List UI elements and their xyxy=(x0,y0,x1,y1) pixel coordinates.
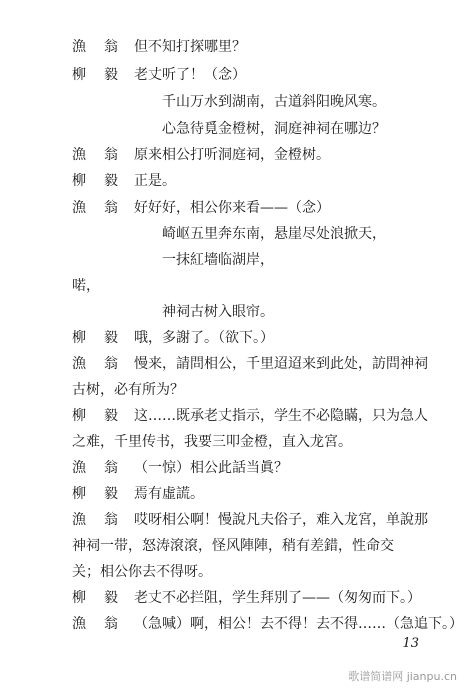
speaker-label: 漁翁 xyxy=(72,147,136,163)
dialogue-line: 正是。 xyxy=(134,173,176,189)
speaker-label: 漁翁 xyxy=(72,616,136,632)
page-number: 13 xyxy=(402,636,419,651)
speaker-label: 柳毅 xyxy=(72,408,136,424)
verse-line: 崎岖五里奔东南，悬崖尽处浪掀天， xyxy=(162,226,386,242)
speaker-label: 柳毅 xyxy=(72,67,136,83)
dialogue-line: 老丈不必拦阻，学生拜別了——（匆匆而下。） xyxy=(134,590,421,606)
verse-line: 一抹紅墻临湖岸， xyxy=(162,252,274,268)
continuation-line: 之难，千里传书，我要三叩金橙，直入龙宮。 xyxy=(72,434,352,450)
speaker-label: 柳毅 xyxy=(72,590,136,606)
speaker-label: 漁翁 xyxy=(72,200,136,216)
dialogue-line: 哎呀相公啊！慢說凡夫俗子，难入龙宮，单說那 xyxy=(134,512,428,528)
verse-line: 神祠古树入眼帘。 xyxy=(162,304,274,320)
speaker-label: 漁翁 xyxy=(72,356,136,372)
interjection-line: 喏， xyxy=(72,278,100,294)
dialogue-line: 这……既承老丈指示，学生不必隐瞞，只为急人 xyxy=(134,408,428,424)
speaker-label: 柳毅 xyxy=(72,330,136,346)
dialogue-line: 好好好，相公你来看——（念） xyxy=(134,200,330,216)
verse-line: 千山万水到湖南，古道斜阳晚风寒。 xyxy=(162,94,386,110)
watermark-text: 歌谱简谱网 jianpu.cn xyxy=(348,670,457,683)
dialogue-line: 但不知打探哪里？ xyxy=(134,39,246,55)
continuation-line: 关；相公你去不得呀。 xyxy=(72,564,212,580)
speaker-label: 漁翁 xyxy=(72,460,136,476)
dialogue-line: 原来相公打听洞庭祠，金橙树。 xyxy=(134,147,330,163)
speaker-label: 柳毅 xyxy=(72,173,136,189)
speaker-label: 柳毅 xyxy=(72,486,136,502)
dialogue-line: 哦，多謝了。（欲下。） xyxy=(134,330,274,346)
verse-line: 心急待覓金橙树，洞庭神祠在哪边？ xyxy=(162,121,386,137)
dialogue-line: 慢来，請問相公，千里迢迢来到此处，訪問神祠 xyxy=(134,356,428,372)
continuation-line: 古树，必有所为？ xyxy=(72,382,184,398)
dialogue-line: 老丈听了！（念） xyxy=(134,67,246,83)
dialogue-line: 焉有虛謊。 xyxy=(134,486,204,502)
speaker-label: 漁翁 xyxy=(72,512,136,528)
speaker-label: 漁翁 xyxy=(72,39,136,55)
dialogue-line: （一惊）相公此話当眞？ xyxy=(134,460,288,476)
continuation-line: 神祠一带，怒涛滾滾，怪风陣陣，稍有差錯，性命交 xyxy=(72,538,394,554)
dialogue-line: （急喊）啊，相公！去不得！去不得……（急追下。） xyxy=(134,616,463,632)
